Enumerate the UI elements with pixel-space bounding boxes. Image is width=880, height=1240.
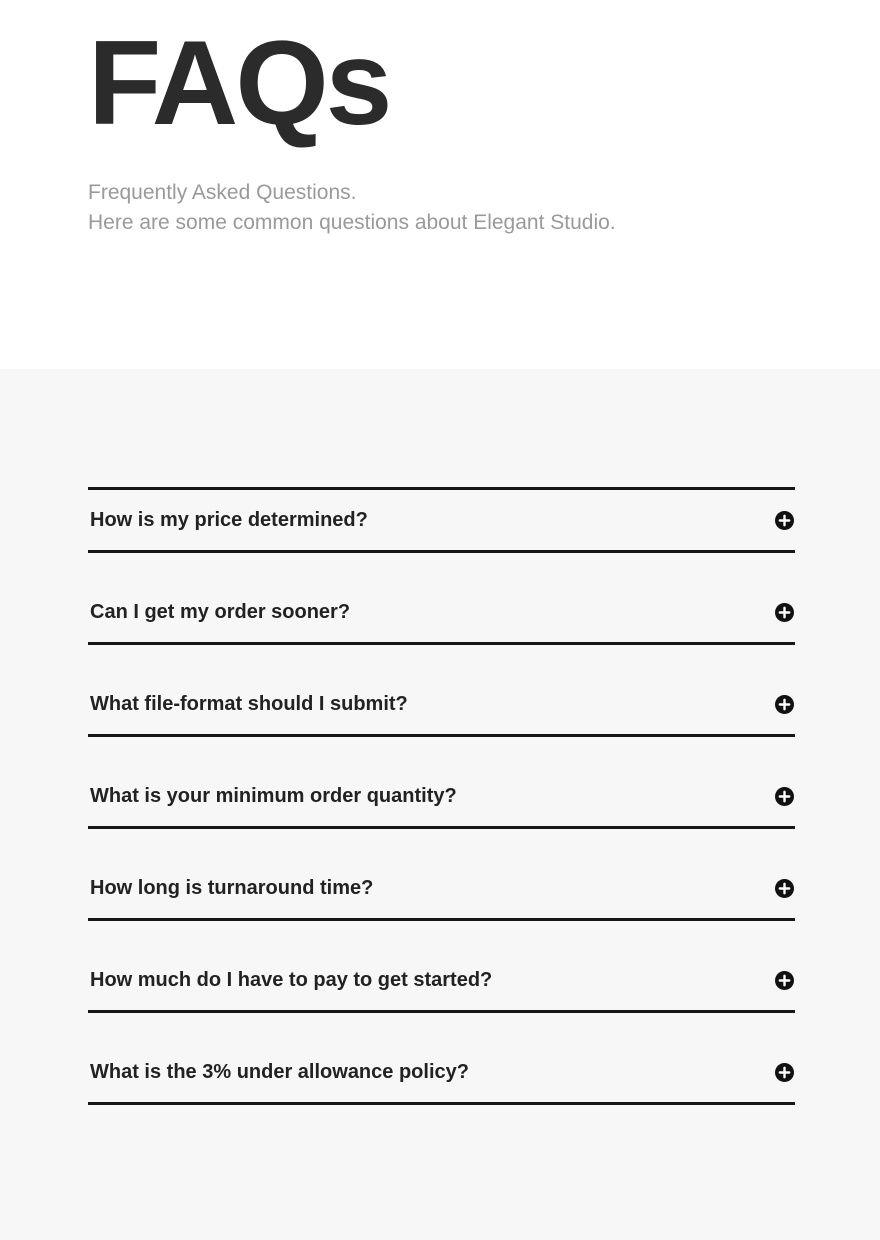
plus-circle-icon[interactable] [775, 695, 794, 714]
plus-circle-icon[interactable] [775, 879, 794, 898]
faq-question: What is your minimum order quantity? [90, 785, 457, 807]
faq-question: What file-format should I submit? [90, 693, 408, 715]
plus-circle-icon[interactable] [775, 603, 794, 622]
plus-circle-icon[interactable] [775, 787, 794, 806]
faq-question: What is the 3% under allowance policy? [90, 1061, 469, 1083]
page-title: FAQs [88, 16, 390, 150]
faq-question: Can I get my order sooner? [90, 601, 351, 623]
faq-section [0, 369, 880, 1240]
faq-header [0, 0, 880, 369]
plus-circle-icon[interactable] [775, 1063, 794, 1082]
plus-circle-icon[interactable] [775, 971, 794, 990]
faq-question: How is my price determined? [90, 509, 368, 531]
plus-circle-icon[interactable] [775, 511, 794, 530]
faq-item-price[interactable] [88, 487, 795, 553]
faq-item-file-format[interactable] [88, 674, 795, 737]
subtitle-line-1: Frequently Asked Questions. [88, 181, 357, 204]
faq-item-under-allowance[interactable] [88, 1042, 795, 1105]
faq-item-order-sooner[interactable] [88, 582, 795, 645]
faq-item-pay-to-start[interactable] [88, 950, 795, 1013]
subtitle-line-2: Here are some common questions about Elegant Studio. [88, 211, 616, 234]
faq-question: How long is turnaround time? [90, 877, 374, 899]
page-subtitle [88, 178, 792, 238]
faq-accordion [88, 487, 795, 1105]
faq-item-minimum-order[interactable] [88, 766, 795, 829]
faq-item-turnaround[interactable] [88, 858, 795, 921]
faq-question: How much do I have to pay to get started? [90, 969, 493, 991]
